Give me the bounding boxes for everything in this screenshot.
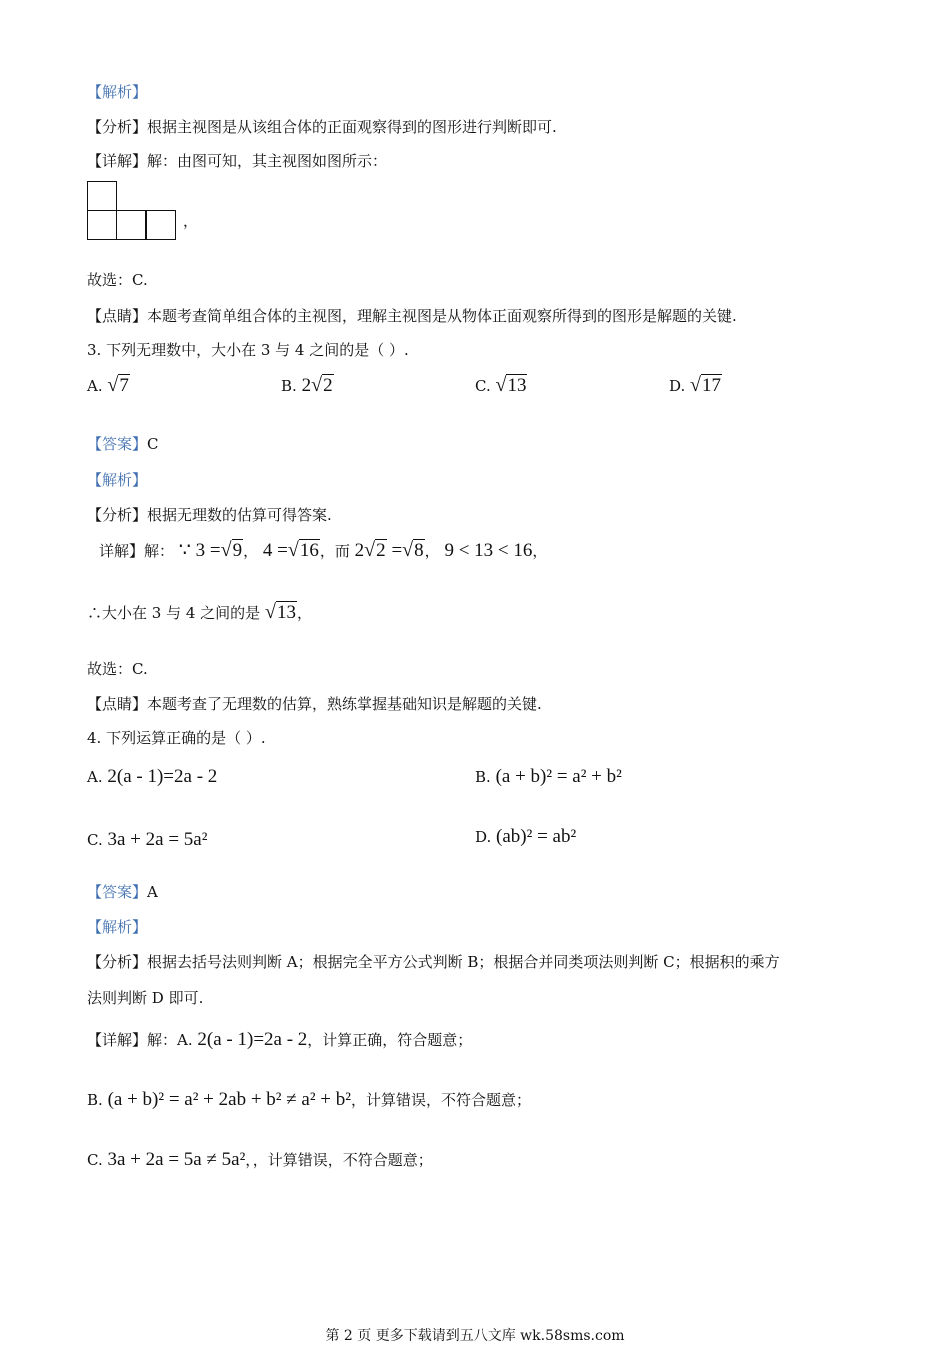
q4-option-a: A. 2(a - 1)=2a - 2 xyxy=(87,766,218,787)
figure-cell-bottom-2 xyxy=(116,210,146,240)
sqrt-2: √2 xyxy=(311,374,333,396)
q3-option-c: C. √13 xyxy=(475,374,527,396)
remark-paragraph-3: 【点睛】本题考查了无理数的估算，熟练掌握基础知识是解题的关键. xyxy=(87,695,542,713)
q4-option-b: B. (a + b)² = a² + b² xyxy=(475,766,622,787)
sqrt-16: √16 xyxy=(287,539,319,561)
figure-comma: ， xyxy=(183,212,199,230)
detail-paragraph-4a: 【详解】解：A. 2(a - 1)=2a - 2，计算正确，符合题意； xyxy=(87,1029,473,1050)
analysis-paragraph: 【分析】根据主视图是从该组合体的正面观察得到的图形进行判断即可. xyxy=(87,118,557,136)
section-heading-jiexi-4: 【解析】 xyxy=(87,918,148,936)
sqrt-7: √7 xyxy=(107,374,129,396)
question-4: 4. 下列运算正确的是（ ）. xyxy=(87,729,266,747)
analysis-paragraph-4a: 【分析】根据去括号法则判断 A；根据完全平方公式判断 B；根据合并同类项法则判断 C；根据积的乘方 xyxy=(87,953,780,971)
figure-cell-top xyxy=(87,181,117,211)
answer-4: 【答案】A xyxy=(87,883,158,901)
analysis-paragraph-4b: 法则判断 D 即可. xyxy=(87,989,204,1007)
q4-option-d: D. (ab)² = ab² xyxy=(475,826,577,847)
conclusion-3: ∴大小在 3 与 4 之间的是 √13， xyxy=(87,601,312,623)
detail-paragraph-4c: C. 3a + 2a = 5a ≠ 5a²，，计算错误，不符合题意； xyxy=(87,1149,433,1170)
sqrt-2-b: √2 xyxy=(364,539,386,561)
page-footer: 第 2 页 更多下载请到五八文库 wk.58sms.com xyxy=(325,1328,625,1344)
detail-paragraph-4b: B. (a + b)² = a² + 2ab + b² ≠ a² + b²，计算错误，不符合题意； xyxy=(87,1089,531,1110)
remark-paragraph: 【点睛】本题考查简单组合体的主视图，理解主视图是从物体正面观察所得到的图形是解题的关键. xyxy=(87,307,737,325)
figure-cell-bottom-1 xyxy=(87,210,117,240)
detail-paragraph-3: 详解】解： ∵ 3 =√9， 4 =√16，而 2√2 =√8， 9 < 13 < 16， xyxy=(99,539,548,561)
answer-3: 【答案】C xyxy=(87,435,159,453)
q3-option-a: A. √7 xyxy=(87,374,129,396)
q3-option-b: B. 2√2 xyxy=(281,374,333,396)
figure-cell-bottom-3 xyxy=(146,210,176,240)
section-heading-jiexi-3: 【解析】 xyxy=(87,471,148,489)
sqrt-17: √17 xyxy=(690,374,722,396)
detail-paragraph: 【详解】解：由图可知，其主视图如图所示： xyxy=(87,152,388,170)
sqrt-9: √9 xyxy=(220,539,243,561)
choice-conclusion: 故选：C. xyxy=(87,271,148,289)
choice-conclusion-3: 故选：C. xyxy=(87,660,148,678)
analysis-paragraph-3: 【分析】根据无理数的估算可得答案. xyxy=(87,506,332,524)
sqrt-13-b: √13 xyxy=(264,601,296,623)
section-heading-jiexi: 【解析】 xyxy=(87,83,148,101)
question-3: 3. 下列无理数中，大小在 3 与 4 之间的是（ ）. xyxy=(87,341,409,359)
q3-option-d: D. √17 xyxy=(669,374,722,396)
sqrt-8: √8 xyxy=(402,539,424,561)
sqrt-13: √13 xyxy=(495,374,527,396)
q4-option-c: C. 3a + 2a = 5a² xyxy=(87,829,208,850)
